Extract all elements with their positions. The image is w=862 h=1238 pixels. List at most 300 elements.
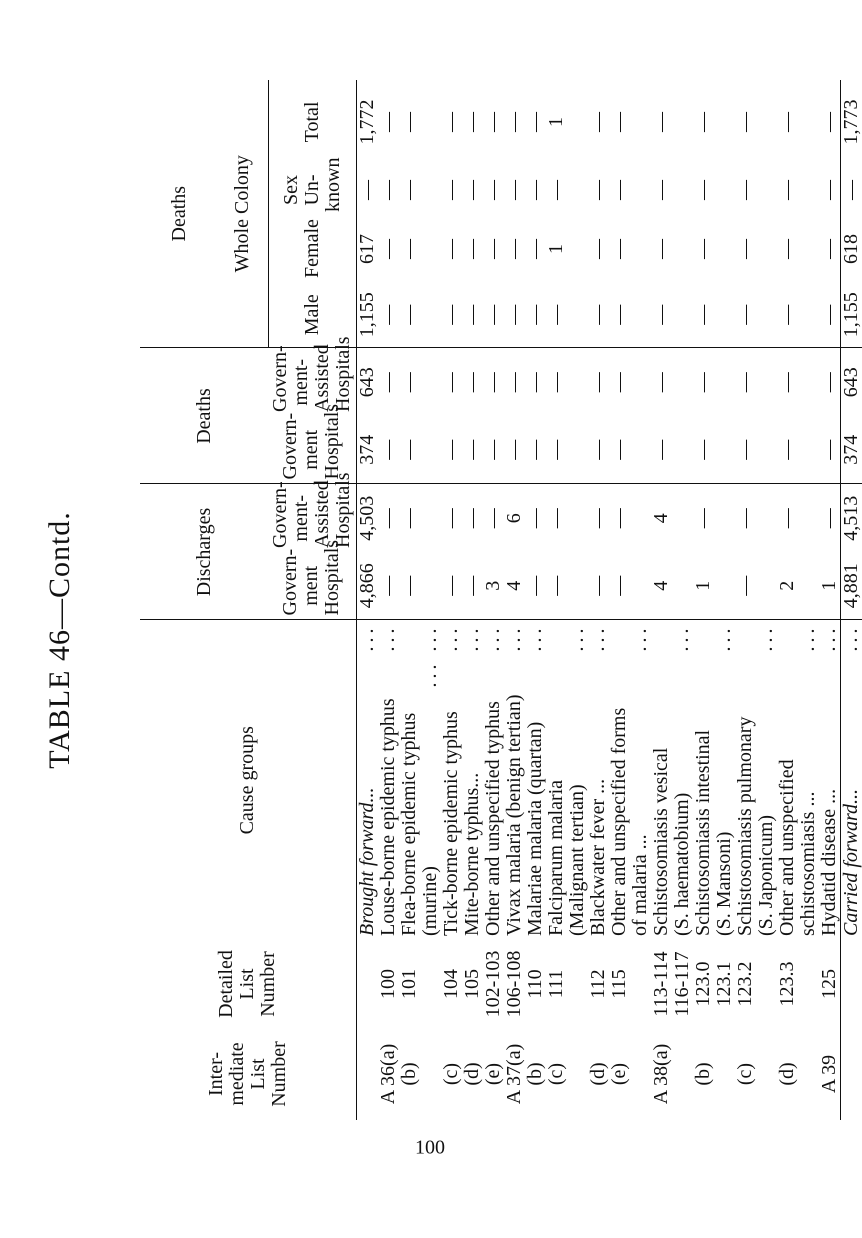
table-row bbox=[630, 80, 651, 1120]
deaths-female-cell: — bbox=[733, 238, 756, 259]
discharges-govt-assisted-cell: — bbox=[586, 508, 609, 529]
table-row bbox=[819, 80, 841, 1120]
cause-group-cell bbox=[651, 620, 672, 940]
cause-groups-header: Cause groups bbox=[140, 620, 356, 940]
intermediate-list-cell: A 37(a) bbox=[502, 1043, 525, 1105]
detailed-list-cell: 106-108 bbox=[502, 950, 525, 1018]
discharges-govt-assisted-cell: — bbox=[460, 508, 483, 529]
deaths-govt-assisted-cell: — bbox=[586, 372, 609, 393]
cause-group-cell bbox=[356, 620, 378, 940]
cause-group-cell bbox=[798, 620, 819, 940]
table-body bbox=[356, 80, 862, 1120]
deaths-govt-assisted-cell bbox=[630, 348, 651, 416]
deaths-female-cell: 1 bbox=[544, 243, 567, 254]
table-row bbox=[840, 80, 862, 1120]
leader-dots: ... bbox=[565, 624, 588, 652]
detailed-list-cell: 123.2 bbox=[733, 961, 756, 1007]
discharges-govt-hospitals-header: Govern- ment Hospitals bbox=[268, 552, 356, 620]
discharges-govt-assisted-cell: 4,503 bbox=[355, 495, 378, 541]
intermediate-list-cell bbox=[714, 1028, 735, 1120]
table-row bbox=[756, 80, 777, 1120]
discharges-govt-assisted-cell: — bbox=[397, 508, 420, 529]
cause-label: Hydatid disease ... bbox=[817, 788, 840, 936]
detailed-list-cell bbox=[630, 940, 651, 1028]
deaths-female-cell bbox=[420, 216, 441, 282]
deaths-female-cell: — bbox=[775, 238, 798, 259]
discharges-govt-hospitals-cell: 3 bbox=[483, 552, 504, 620]
cause-label: (Malignant tertian) bbox=[565, 784, 588, 936]
discharges-govt-hospitals-cell: — bbox=[399, 552, 420, 620]
deaths-total-cell bbox=[798, 80, 819, 164]
deaths-male-cell: — bbox=[399, 282, 420, 348]
deaths-male-cell bbox=[567, 282, 588, 348]
deaths-sex-unknown-cell bbox=[798, 164, 819, 216]
cause-group-cell bbox=[399, 620, 420, 940]
leader-dots: ... bbox=[523, 624, 546, 652]
discharges-govt-assisted-cell: 4 bbox=[649, 513, 672, 524]
deaths-govt-assisted-cell bbox=[420, 348, 441, 416]
deaths-male-cell bbox=[714, 282, 735, 348]
deaths-female-cell: — bbox=[649, 238, 672, 259]
deaths-total-cell bbox=[714, 80, 735, 164]
leader-dots: ... bbox=[439, 624, 462, 652]
detailed-list-cell bbox=[356, 940, 378, 1028]
intermediate-list-cell: A 36(a) bbox=[376, 1043, 399, 1105]
cause-label: Carried forward... bbox=[839, 788, 862, 936]
deaths-total-cell: — bbox=[502, 111, 525, 132]
leader-dots: ... bbox=[839, 624, 862, 652]
deaths-govt-assisted-cell: — bbox=[523, 372, 546, 393]
sex-unknown-header: Sex Un- known bbox=[268, 164, 356, 216]
cause-label: Tick-borne epidemic typhus bbox=[439, 711, 462, 936]
discharges-govt-hospitals-cell bbox=[630, 552, 651, 620]
table-row bbox=[504, 80, 525, 1120]
deaths-govt-hospitals-cell bbox=[567, 416, 588, 484]
table-header bbox=[140, 80, 356, 1120]
deaths-govt-hospitals-cell: — bbox=[651, 416, 672, 484]
deaths-female-cell bbox=[672, 216, 693, 282]
leader-dots: ... bbox=[796, 624, 819, 652]
deaths-female-cell: — bbox=[607, 238, 630, 259]
deaths-govt-hospitals-cell: — bbox=[588, 416, 609, 484]
deaths-sex-unknown-cell: — bbox=[691, 179, 714, 200]
cause-group-cell bbox=[483, 620, 504, 940]
deaths-male-cell bbox=[420, 282, 441, 348]
deaths-female-cell: — bbox=[817, 238, 840, 259]
table-row bbox=[567, 80, 588, 1120]
detailed-list-cell bbox=[756, 940, 777, 1028]
detailed-list-cell bbox=[567, 940, 588, 1028]
discharges-govt-hospitals-cell bbox=[672, 552, 693, 620]
deaths-govt-assisted-cell: — bbox=[817, 372, 840, 393]
total-header: Total bbox=[268, 80, 356, 164]
table-row bbox=[420, 80, 441, 1120]
detailed-list-cell: 115 bbox=[607, 969, 630, 999]
cause-group-cell bbox=[462, 620, 483, 940]
intermediate-list-cell: (b) bbox=[397, 1062, 420, 1086]
discharges-govt-hospitals-cell: — bbox=[462, 552, 483, 620]
cause-label: of malaria ... bbox=[628, 834, 651, 936]
deaths-govt-hospitals-cell: 374 bbox=[356, 416, 378, 484]
cause-group-cell bbox=[735, 620, 756, 940]
deaths-govt-hospitals-cell: — bbox=[399, 416, 420, 484]
deaths-total-cell: — bbox=[460, 111, 483, 132]
table-row bbox=[693, 80, 714, 1120]
discharges-govt-hospitals-cell: — bbox=[525, 552, 546, 620]
deaths-sex-unknown-cell bbox=[630, 164, 651, 216]
detailed-list-cell: 101 bbox=[397, 969, 420, 999]
intermediate-list-cell bbox=[567, 1028, 588, 1120]
discharges-govt-assisted-cell bbox=[756, 484, 777, 552]
deaths-total-cell: 1,772 bbox=[355, 99, 378, 145]
intermediate-list-cell: A 39 bbox=[817, 1054, 840, 1094]
discharges-govt-hospitals-cell: — bbox=[588, 552, 609, 620]
deaths-male-cell: — bbox=[819, 282, 841, 348]
discharges-govt-hospitals-cell bbox=[756, 552, 777, 620]
deaths-total-cell: 1 bbox=[544, 116, 567, 127]
male-header: Male bbox=[268, 282, 356, 348]
deaths-male-cell: — bbox=[777, 282, 798, 348]
deaths-sex-unknown-cell: — bbox=[649, 179, 672, 200]
discharges-govt-assisted-cell: — bbox=[733, 508, 756, 529]
intermediate-list-cell bbox=[756, 1028, 777, 1120]
page-number: 100 bbox=[415, 1136, 445, 1159]
deaths-govt-assisted-header: Govern- ment- Assisted Hospitals bbox=[268, 348, 356, 416]
deaths-total-cell: — bbox=[586, 111, 609, 132]
deaths-govt-hospitals-cell: — bbox=[819, 416, 841, 484]
deaths-sex-unknown-cell: — bbox=[817, 179, 840, 200]
deaths-govt-assisted-cell: — bbox=[481, 372, 504, 393]
deaths-total-cell bbox=[567, 80, 588, 164]
deaths-total-cell: — bbox=[376, 111, 399, 132]
discharges-govt-assisted-cell: — bbox=[544, 508, 567, 529]
deaths-male-cell bbox=[756, 282, 777, 348]
intermediate-list-cell: (e) bbox=[481, 1062, 504, 1086]
discharges-govt-hospitals-cell: 1 bbox=[819, 552, 841, 620]
deaths-female-cell bbox=[798, 216, 819, 282]
deaths-sex-unknown-cell bbox=[672, 164, 693, 216]
deaths-female-cell: — bbox=[460, 238, 483, 259]
deaths-male-cell: — bbox=[588, 282, 609, 348]
deaths-sex-unknown-cell: — bbox=[544, 179, 567, 200]
deaths-sex-unknown-cell bbox=[420, 164, 441, 216]
intermediate-list-cell bbox=[798, 1028, 819, 1120]
detailed-list-cell: 105 bbox=[460, 969, 483, 999]
cause-group-cell bbox=[840, 620, 862, 940]
discharges-govt-hospitals-cell: — bbox=[546, 552, 567, 620]
deaths-sex-unknown-cell: — bbox=[502, 179, 525, 200]
discharges-govt-assisted-cell: 4,513 bbox=[839, 495, 862, 541]
discharges-govt-assisted-cell bbox=[672, 484, 693, 552]
intermediate-list-cell bbox=[672, 1028, 693, 1120]
table-row bbox=[462, 80, 483, 1120]
discharges-govt-hospitals-cell: — bbox=[378, 552, 399, 620]
female-header: Female bbox=[268, 216, 356, 282]
leader-dots: ... bbox=[502, 624, 525, 652]
deaths-sex-unknown-cell: — bbox=[355, 179, 378, 200]
whole-colony-header: Whole Colony bbox=[218, 80, 268, 348]
table-row bbox=[609, 80, 630, 1120]
detailed-list-cell: 125 bbox=[817, 969, 840, 999]
deaths-govt-hospitals-header: Govern- ment Hospitals bbox=[268, 416, 356, 484]
cause-group-cell bbox=[819, 620, 841, 940]
discharges-govt-hospitals-cell bbox=[567, 552, 588, 620]
deaths-govt-assisted-cell: — bbox=[775, 372, 798, 393]
cause-label: Schistosomiasis vesical bbox=[649, 747, 672, 936]
discharges-govt-assisted-cell bbox=[567, 484, 588, 552]
detailed-list-cell: 110 bbox=[523, 969, 546, 999]
cause-group-cell bbox=[441, 620, 462, 940]
discharges-govt-hospitals-cell: — bbox=[609, 552, 630, 620]
intermediate-list-cell: (d) bbox=[586, 1062, 609, 1086]
discharges-govt-assisted-cell bbox=[420, 484, 441, 552]
leader-dots: ... bbox=[754, 624, 777, 652]
deaths-govt-hospitals-cell bbox=[420, 416, 441, 484]
deaths-total-cell: — bbox=[691, 111, 714, 132]
deaths-male-cell: — bbox=[483, 282, 504, 348]
deaths-govt-hospitals-cell: — bbox=[693, 416, 714, 484]
cause-groups-table bbox=[140, 80, 862, 1120]
deaths-govt-assisted-cell: — bbox=[649, 372, 672, 393]
detailed-list-cell bbox=[840, 940, 862, 1028]
deaths-female-cell: — bbox=[439, 238, 462, 259]
deaths-sex-unknown-cell bbox=[567, 164, 588, 216]
intermediate-list-cell bbox=[356, 1028, 378, 1120]
deaths-total-cell bbox=[672, 80, 693, 164]
detailed-list-cell: 123.3 bbox=[775, 961, 798, 1007]
deaths-govt-assisted-cell: — bbox=[733, 372, 756, 393]
leader-dots: ... bbox=[712, 624, 735, 652]
discharges-govt-assisted-cell: — bbox=[775, 508, 798, 529]
discharges-govt-assisted-cell: — bbox=[607, 508, 630, 529]
cause-label: (S. Japonicum) bbox=[754, 814, 777, 936]
deaths-sex-unknown-cell bbox=[714, 164, 735, 216]
detailed-list-cell: 123.1 bbox=[712, 961, 735, 1007]
deaths-sex-unknown-cell: — bbox=[607, 179, 630, 200]
deaths-total-cell: — bbox=[523, 111, 546, 132]
deaths-sex-unknown-cell: — bbox=[481, 179, 504, 200]
cause-label: Falciparum malaria bbox=[544, 779, 567, 936]
cause-group-cell bbox=[777, 620, 798, 940]
deaths-male-cell: 1,155 bbox=[840, 282, 862, 348]
cause-group-cell bbox=[714, 620, 735, 940]
discharges-govt-assisted-cell: — bbox=[481, 508, 504, 529]
cause-group-cell bbox=[693, 620, 714, 940]
deaths-male-cell: 1,155 bbox=[356, 282, 378, 348]
cause-label: Vivax malaria (benign tertian) bbox=[502, 694, 525, 936]
cause-label: (murine) bbox=[418, 866, 441, 936]
discharges-govt-hospitals-cell bbox=[420, 552, 441, 620]
deaths-female-cell: — bbox=[523, 238, 546, 259]
deaths-female-cell: — bbox=[691, 238, 714, 259]
deaths-govt-hospitals-cell: — bbox=[546, 416, 567, 484]
cause-group-cell bbox=[609, 620, 630, 940]
cause-label: Other and unspecified typhus bbox=[481, 701, 504, 936]
discharges-govt-hospitals-cell: 2 bbox=[777, 552, 798, 620]
deaths-sex-unknown-cell: — bbox=[775, 179, 798, 200]
discharges-govt-assisted-cell: — bbox=[439, 508, 462, 529]
deaths-total-cell: — bbox=[775, 111, 798, 132]
intermediate-list-cell: (b) bbox=[523, 1062, 546, 1086]
deaths-govt-hospitals-cell: — bbox=[378, 416, 399, 484]
deaths-female-cell bbox=[567, 216, 588, 282]
leader-dots: ... bbox=[481, 624, 504, 652]
intermediate-list-cell: (e) bbox=[607, 1062, 630, 1086]
discharges-govt-assisted-cell bbox=[630, 484, 651, 552]
deaths-colony-header: Deaths bbox=[140, 80, 218, 348]
deaths-govt-assisted-cell: — bbox=[544, 372, 567, 393]
intermediate-list-header: Inter- mediate List Number bbox=[140, 1028, 356, 1120]
deaths-female-cell bbox=[756, 216, 777, 282]
deaths-govt-assisted-cell: 643 bbox=[839, 367, 862, 398]
deaths-govt-assisted-cell: — bbox=[502, 372, 525, 393]
cause-label: Schistosomiasis pulmonary bbox=[733, 716, 756, 936]
deaths-male-cell: — bbox=[651, 282, 672, 348]
deaths-govt-hospitals-cell bbox=[630, 416, 651, 484]
leader-dots: ... bbox=[355, 624, 378, 652]
cause-group-cell bbox=[672, 620, 693, 940]
deaths-total-cell: — bbox=[607, 111, 630, 132]
leader-dots: ... bbox=[670, 624, 693, 652]
deaths-govt-assisted-cell: — bbox=[397, 372, 420, 393]
table-row bbox=[714, 80, 735, 1120]
deaths-total-cell: — bbox=[397, 111, 420, 132]
deaths-govt-hospitals-cell bbox=[714, 416, 735, 484]
deaths-male-cell bbox=[798, 282, 819, 348]
deaths-male-cell: — bbox=[462, 282, 483, 348]
intermediate-list-cell: (d) bbox=[460, 1062, 483, 1086]
deaths-total-cell: — bbox=[817, 111, 840, 132]
deaths-govt-assisted-cell bbox=[714, 348, 735, 416]
detailed-list-cell bbox=[798, 940, 819, 1028]
detailed-list-header: Detailed List Number bbox=[140, 940, 356, 1028]
deaths-female-cell bbox=[630, 216, 651, 282]
table-row bbox=[399, 80, 420, 1120]
table-row bbox=[546, 80, 567, 1120]
deaths-govt-hospitals-cell: — bbox=[441, 416, 462, 484]
detailed-list-cell: 113-114 bbox=[649, 951, 672, 1017]
intermediate-list-cell bbox=[630, 1028, 651, 1120]
deaths-female-cell: — bbox=[397, 238, 420, 259]
discharges-govt-assisted-cell: 6 bbox=[502, 513, 525, 524]
discharges-govt-assisted-cell bbox=[798, 484, 819, 552]
discharges-govt-assisted-header: Govern- ment- Assisted Hospitals bbox=[268, 484, 356, 552]
intermediate-list-cell bbox=[420, 1028, 441, 1120]
detailed-list-cell: 100 bbox=[376, 969, 399, 999]
table-row bbox=[525, 80, 546, 1120]
deaths-govt-assisted-cell: — bbox=[376, 372, 399, 393]
intermediate-list-cell: (c) bbox=[544, 1062, 567, 1086]
leader-dots: ... bbox=[376, 624, 399, 652]
cause-label: Flea-borne epidemic typhus bbox=[397, 712, 420, 936]
cause-group-cell bbox=[546, 620, 567, 940]
detailed-list-cell: 112 bbox=[586, 969, 609, 999]
discharges-govt-hospitals-cell: 4,881 bbox=[840, 552, 862, 620]
deaths-govt-assisted-cell bbox=[756, 348, 777, 416]
deaths-sex-unknown-cell: — bbox=[523, 179, 546, 200]
cause-group-cell bbox=[504, 620, 525, 940]
table-title: TABLE 46—Contd. bbox=[43, 511, 76, 769]
detailed-list-cell: 104 bbox=[439, 969, 462, 999]
deaths-male-cell: — bbox=[693, 282, 714, 348]
deaths-govt-assisted-cell: — bbox=[460, 372, 483, 393]
deaths-govt-assisted-cell: — bbox=[439, 372, 462, 393]
table-row bbox=[441, 80, 462, 1120]
cause-group-cell bbox=[630, 620, 651, 940]
discharges-govt-hospitals-cell: 1 bbox=[693, 552, 714, 620]
cause-label: Malariae malaria (quartan) bbox=[523, 721, 546, 936]
deaths-govt-assisted-cell bbox=[567, 348, 588, 416]
deaths-total-cell: 1,773 bbox=[839, 99, 862, 145]
cause-group-cell bbox=[378, 620, 399, 940]
detailed-list-cell: 111 bbox=[544, 969, 567, 999]
deaths-female-cell bbox=[714, 216, 735, 282]
deaths-sex-unknown-cell: — bbox=[376, 179, 399, 200]
deaths-female-cell: 618 bbox=[839, 233, 862, 264]
deaths-govt-assisted-cell: 643 bbox=[355, 367, 378, 398]
cause-label: (S. haematobium) bbox=[670, 792, 693, 936]
cause-label: Schistosomiasis intestinal bbox=[691, 729, 714, 936]
deaths-female-cell: — bbox=[481, 238, 504, 259]
discharges-header: Discharges bbox=[140, 484, 268, 620]
discharges-govt-hospitals-cell: — bbox=[441, 552, 462, 620]
intermediate-list-cell bbox=[840, 1028, 862, 1120]
table-row bbox=[735, 80, 756, 1120]
deaths-govt-hospitals-cell: — bbox=[777, 416, 798, 484]
deaths-govt-hospitals-cell: 374 bbox=[840, 416, 862, 484]
deaths-sex-unknown-cell: — bbox=[839, 179, 862, 200]
intermediate-list-cell: (c) bbox=[733, 1062, 756, 1086]
leader-dots: ... ... bbox=[418, 624, 441, 688]
table-row bbox=[777, 80, 798, 1120]
deaths-female-cell: — bbox=[502, 238, 525, 259]
discharges-govt-assisted-cell: — bbox=[523, 508, 546, 529]
deaths-govt-hospitals-cell bbox=[756, 416, 777, 484]
discharges-govt-hospitals-cell: 4 bbox=[504, 552, 525, 620]
discharges-govt-hospitals-cell: 4,866 bbox=[356, 552, 378, 620]
deaths-govt-assisted-cell: — bbox=[691, 372, 714, 393]
deaths-hospitals-header: Deaths bbox=[140, 348, 268, 484]
table-row bbox=[651, 80, 672, 1120]
cause-group-cell bbox=[588, 620, 609, 940]
discharges-govt-hospitals-cell: — bbox=[735, 552, 756, 620]
deaths-male-cell: — bbox=[504, 282, 525, 348]
deaths-govt-hospitals-cell: — bbox=[504, 416, 525, 484]
leader-dots: ... bbox=[460, 624, 483, 652]
deaths-total-cell: — bbox=[439, 111, 462, 132]
deaths-male-cell: — bbox=[378, 282, 399, 348]
deaths-total-cell: — bbox=[649, 111, 672, 132]
cause-label: Louse-borne epidemic typhus bbox=[376, 698, 399, 936]
cause-label: Blackwater fever ... bbox=[586, 778, 609, 936]
rotated-table-region bbox=[140, 80, 862, 1120]
intermediate-list-cell: (d) bbox=[775, 1062, 798, 1086]
cause-group-cell bbox=[420, 620, 441, 940]
table-row bbox=[588, 80, 609, 1120]
cause-label: Mite-borne typhus... bbox=[460, 772, 483, 936]
deaths-male-cell: — bbox=[609, 282, 630, 348]
deaths-total-cell bbox=[630, 80, 651, 164]
detailed-list-cell: 123.0 bbox=[691, 961, 714, 1007]
intermediate-list-cell: (b) bbox=[691, 1062, 714, 1086]
deaths-total-cell: — bbox=[733, 111, 756, 132]
deaths-total-cell bbox=[420, 80, 441, 164]
discharges-govt-assisted-cell: — bbox=[376, 508, 399, 529]
deaths-female-cell: 617 bbox=[355, 233, 378, 264]
deaths-govt-hospitals-cell: — bbox=[462, 416, 483, 484]
cause-group-cell bbox=[756, 620, 777, 940]
deaths-total-cell bbox=[756, 80, 777, 164]
